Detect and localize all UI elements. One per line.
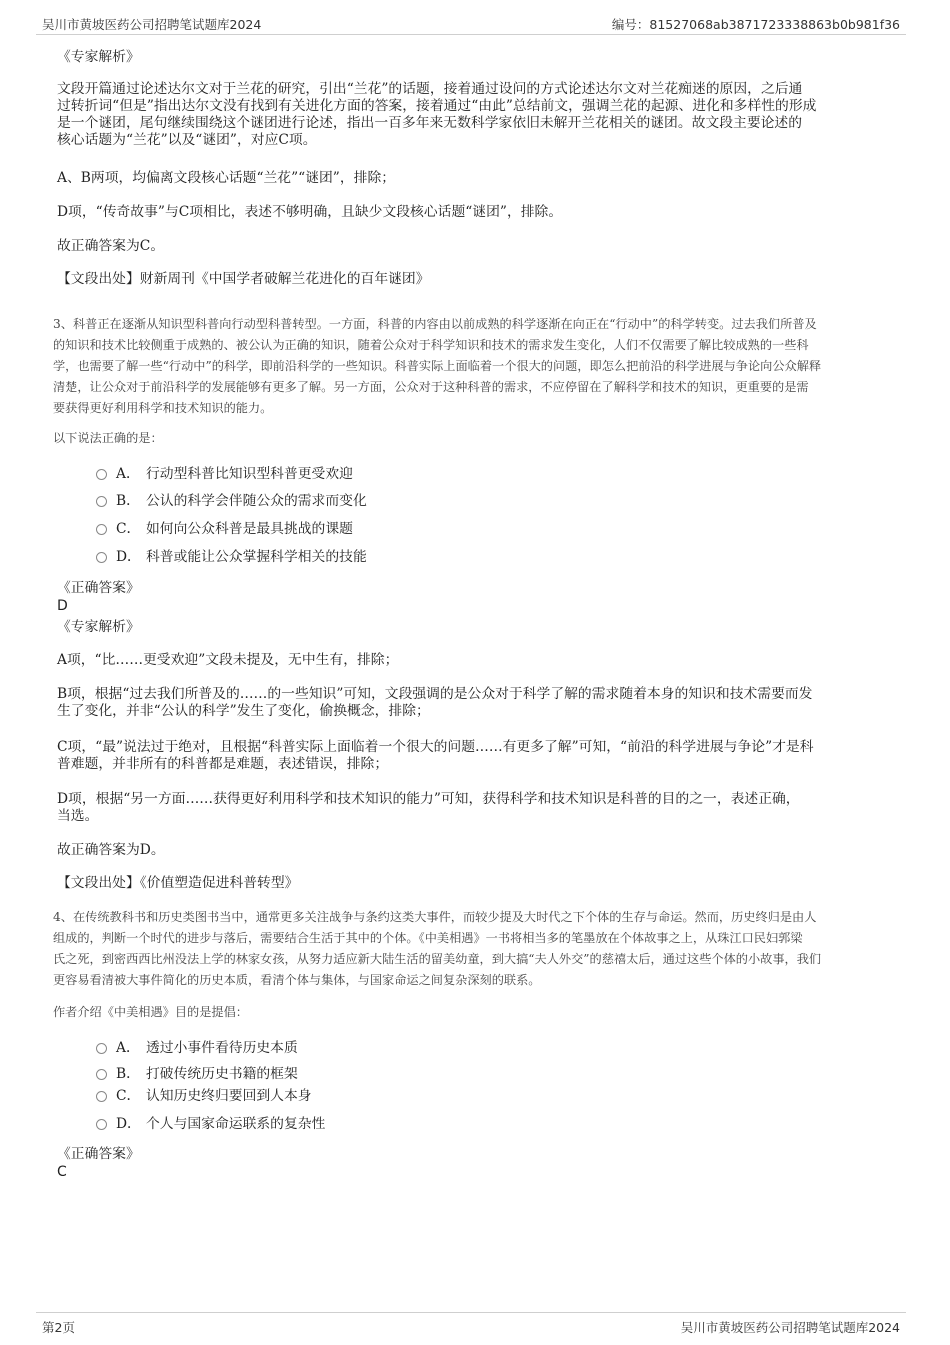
analysis-line: 普难题，并非所有的科普都是难题，表述错误，排除； xyxy=(57,756,389,772)
q3-stem-line: 的知识和技术比较侧重于成熟的、被公认为正确的知识，随着公众对于科学知识和技术的需求发生变化，人们不仅需要了解比较成熟的一些科 xyxy=(53,338,809,352)
q2-conclusion: 故正确答案为C。 xyxy=(57,238,165,254)
page-number: 第2页 xyxy=(42,1320,75,1335)
q2-analysis-p1-line: 文段开篇通过论述达尔文对于兰花的研究，引出“兰花”的话题，接着通过设问的方式论述达尔文对兰花痴迷的原因，之后通 xyxy=(57,81,803,97)
q2-analysis-p1-line: 核心话题为“兰花”以及“谜团”，对应C项。 xyxy=(57,132,317,148)
q3-option-a[interactable] xyxy=(96,466,353,483)
option-letter: A． xyxy=(116,1040,140,1056)
option-text: 科普或能让公众掌握科学相关的技能 xyxy=(146,549,367,565)
analysis-line: C项，“最”说法过于绝对，且根据“科普实际上面临着一个很大的问题……有更多了解”可知，“前沿的科学进展与争论”才是科 xyxy=(57,739,814,755)
radio-button-icon[interactable] xyxy=(96,1119,107,1130)
option-letter: D． xyxy=(116,1116,141,1132)
q2-analysis-label: 《专家解析》 xyxy=(57,49,140,65)
q3-option-d[interactable] xyxy=(96,549,367,566)
q4-option-a[interactable] xyxy=(96,1040,298,1057)
q3-stem-line: 清楚，让公众对于前沿科学的发展能够有更多了解。另一方面，公众对于这种科普的需求，不应停留在了解科学和技术的知识，更重要的是需 xyxy=(53,380,809,394)
header-title: 吴川市黄坡医药公司招聘笔试题库2024 xyxy=(42,17,262,32)
radio-button-icon[interactable] xyxy=(96,496,107,507)
q4-option-b[interactable] xyxy=(96,1066,298,1083)
q4-stem xyxy=(53,907,903,991)
option-letter: D． xyxy=(116,549,141,565)
q2-analysis-p1-line: 过转折词“但是”指出达尔文没有找到有关进化方面的答案，接着通过“由此”总结前文，强调兰花的起源、进化和多样性的形成 xyxy=(57,98,817,114)
option-text: 透过小事件看待历史本质 xyxy=(146,1040,298,1056)
option-text: 打破传统历史书籍的框架 xyxy=(146,1066,298,1082)
q4-prompt: 作者介绍《中美相遇》目的是提倡： xyxy=(53,1005,248,1019)
analysis-line: 当选。 xyxy=(57,808,99,824)
q3-stem-line: 要获得更好利用科学和技术知识的能力。 xyxy=(53,401,273,415)
q3-option-c[interactable] xyxy=(96,521,353,538)
option-letter: C． xyxy=(116,1088,141,1104)
option-text: 个人与国家命运联系的复杂性 xyxy=(146,1116,326,1132)
page-header xyxy=(36,14,906,35)
option-letter: B． xyxy=(116,1066,140,1082)
q3-stem xyxy=(53,314,903,419)
radio-button-icon[interactable] xyxy=(96,552,107,563)
q4-stem-line: 更容易看清被大事件简化的历史本质，看清个体与集体，与国家命运之间复杂深刻的联系。 xyxy=(53,973,541,987)
q3-answer: D xyxy=(57,598,68,614)
q3-stem-line: 学，也需要了解一些“行动中”的科学，即前沿科学的一些知识。科普实际上面临着一个很大的问题，即怎么把前沿的科学进展与争论向公众解释 xyxy=(53,359,822,373)
q3-prompt: 以下说法正确的是： xyxy=(53,431,163,445)
q4-answer-label: 《正确答案》 xyxy=(57,1146,140,1162)
q2-analysis-p2: A、B两项，均偏离文段核心话题“兰花”“谜团”，排除； xyxy=(57,170,396,186)
q3-analysis-d xyxy=(57,791,902,825)
analysis-line: D项，根据“另一方面……获得更好利用科学和技术知识的能力”可知，获得科学和技术知识是科普的目的之一，表述正确， xyxy=(57,791,800,807)
option-text: 如何向公众科普是最具挑战的课题 xyxy=(146,521,353,537)
footer-title: 吴川市黄坡医药公司招聘笔试题库2024 xyxy=(680,1320,900,1335)
analysis-line: B项，根据“过去我们所普及的……的一些知识”可知，文段强调的是公众对于科学了解的需求随着本身的知识和技术需要而发 xyxy=(57,686,813,702)
q4-answer: C xyxy=(57,1164,67,1180)
q3-analysis-a: A项，“比……更受欢迎”文段未提及，无中生有，排除； xyxy=(57,652,399,668)
option-letter: C． xyxy=(116,521,141,537)
q4-option-d[interactable] xyxy=(96,1116,325,1133)
q3-option-b[interactable] xyxy=(96,493,367,510)
q3-conclusion: 故正确答案为D。 xyxy=(57,842,165,858)
q2-source: 【文段出处】财新周刊《中国学者破解兰花进化的百年谜团》 xyxy=(57,271,430,287)
q3-analysis-b xyxy=(57,686,902,720)
option-text: 认知历史终归要回到人本身 xyxy=(146,1088,312,1104)
radio-button-icon[interactable] xyxy=(96,469,107,480)
q2-analysis-p1 xyxy=(57,81,902,149)
q3-answer-label: 《正确答案》 xyxy=(57,580,140,596)
q3-analysis-label: 《专家解析》 xyxy=(57,619,140,635)
q4-stem-line: 氏之死，到密西西比州没法上学的林家女孩，从努力适应新大陆生活的留美幼童，到大搞“夫人外交”的慈禧太后，通过这些个体的小故事，我们 xyxy=(53,952,822,966)
radio-button-icon[interactable] xyxy=(96,1043,107,1054)
radio-button-icon[interactable] xyxy=(96,1069,107,1080)
page-footer xyxy=(36,1312,906,1337)
radio-button-icon[interactable] xyxy=(96,524,107,535)
option-text: 公认的科学会伴随公众的需求而变化 xyxy=(146,493,367,509)
option-text: 行动型科普比知识型科普更受欢迎 xyxy=(146,466,353,482)
header-code: 编号：81527068ab3871723338863b0b981f36 xyxy=(611,17,900,32)
option-letter: A． xyxy=(116,466,140,482)
q3-stem-line: 3、科普正在逐渐从知识型科普向行动型科普转型。一方面，科普的内容由以前成熟的科学逐渐在向正在“行动中”的科学转变。过去我们所普及 xyxy=(53,317,817,331)
q4-option-c[interactable] xyxy=(96,1088,312,1105)
option-letter: B． xyxy=(116,493,140,509)
q2-analysis-p3: D项，“传奇故事”与C项相比，表述不够明确，且缺少文段核心话题“谜团”，排除。 xyxy=(57,204,563,220)
q3-source: 【文段出处】《价值塑造促进科普转型》 xyxy=(57,875,299,891)
analysis-line: 生了变化，并非“公认的科学”发生了变化，偷换概念，排除； xyxy=(57,703,430,719)
q3-analysis-c xyxy=(57,739,902,773)
q4-stem-line: 组成的，判断一个时代的进步与落后，需要结合生活于其中的个体。《中美相遇》一书将相当多的笔墨放在个体故事之上，从珠江口民妇郭梁 xyxy=(53,931,803,945)
radio-button-icon[interactable] xyxy=(96,1091,107,1102)
q2-analysis-p1-line: 是一个谜团，尾句继续围绕这个谜团进行论述，指出一百多年来无数科学家依旧未解开兰花相关的谜团。故文段主要论述的 xyxy=(57,115,803,131)
q4-stem-line: 4、在传统教科书和历史类图书当中，通常更多关注战争与条约这类大事件，而较少提及大时代之下个体的生存与命运。然而，历史终归是由人 xyxy=(53,910,817,924)
